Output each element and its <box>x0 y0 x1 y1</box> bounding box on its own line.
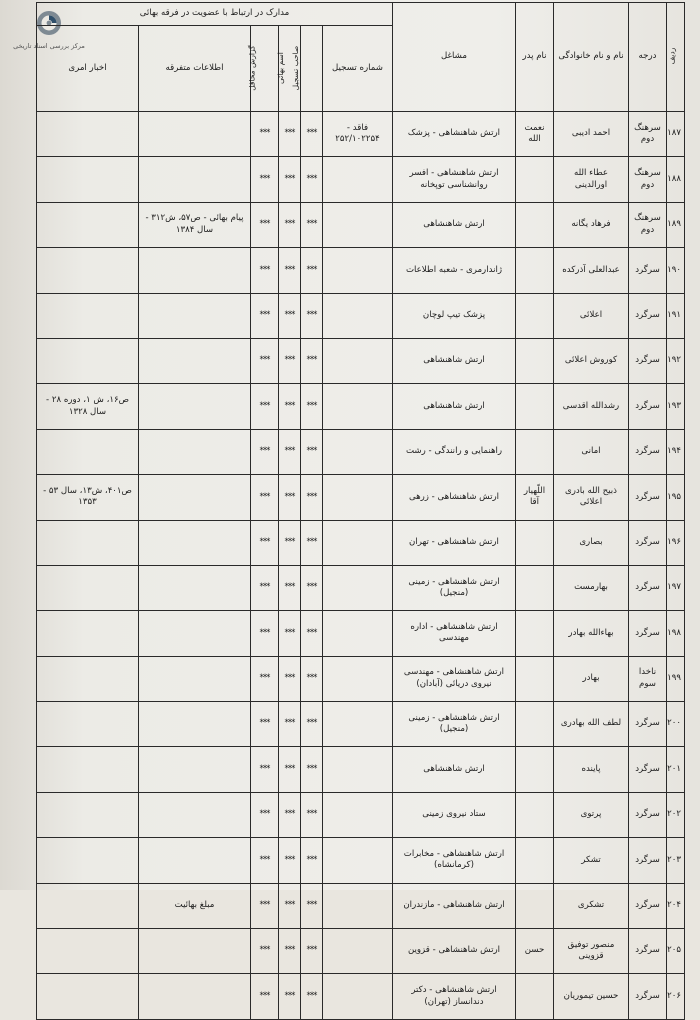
row-rank: سرگرد <box>629 883 667 928</box>
row-father <box>516 157 554 202</box>
row-news <box>37 248 139 293</box>
row-number: ۲۰۴ <box>667 883 685 928</box>
row-info <box>139 565 251 610</box>
row-bahai-name-mark: *** <box>279 384 301 429</box>
row-father: اللّهیار آقا <box>516 475 554 520</box>
row-badge-mark: *** <box>301 792 323 837</box>
table-row <box>37 747 685 792</box>
row-rank: سرگرد <box>629 611 667 656</box>
row-badge-mark: *** <box>301 929 323 974</box>
row-mahfel-mark: *** <box>251 248 279 293</box>
row-badge-mark: *** <box>301 611 323 656</box>
row-job: ستاد نیروی زمینی <box>393 792 516 837</box>
row-number: ۱۹۲ <box>667 338 685 383</box>
row-father <box>516 656 554 701</box>
table-row <box>37 293 685 338</box>
row-news <box>37 656 139 701</box>
row-news <box>37 293 139 338</box>
row-reg-no <box>323 974 393 1019</box>
row-number: ۲۰۶ <box>667 974 685 1019</box>
row-info <box>139 293 251 338</box>
table-row <box>37 248 685 293</box>
row-badge-mark: *** <box>301 384 323 429</box>
row-mahfel-mark: *** <box>251 475 279 520</box>
row-name: تشکر <box>554 838 629 883</box>
row-job: ارتش شاهنشاهی - زمینی (منجیل) <box>393 565 516 610</box>
row-reg-no <box>323 157 393 202</box>
row-reg-no <box>323 656 393 701</box>
row-father: حسن <box>516 929 554 974</box>
row-job: ارتش شاهنشاهی - زرهی <box>393 475 516 520</box>
row-name: فرهاد یگانه <box>554 202 629 247</box>
row-info <box>139 838 251 883</box>
row-mahfel-mark: *** <box>251 157 279 202</box>
row-info <box>139 656 251 701</box>
row-name: حسین تیموریان <box>554 974 629 1019</box>
row-number: ۱۹۸ <box>667 611 685 656</box>
col-header-rank: درجه <box>629 3 667 112</box>
row-info <box>139 702 251 747</box>
col-header-reg-no: شماره تسجیل <box>323 26 393 112</box>
row-father <box>516 792 554 837</box>
row-name: امانی <box>554 429 629 474</box>
row-news <box>37 702 139 747</box>
row-mahfel-mark: *** <box>251 202 279 247</box>
row-badge-mark: *** <box>301 248 323 293</box>
row-rank: سرگرد <box>629 792 667 837</box>
row-mahfel-mark: *** <box>251 429 279 474</box>
row-mahfel-mark: *** <box>251 338 279 383</box>
row-name: بصاری <box>554 520 629 565</box>
row-rank: سرگرد <box>629 974 667 1019</box>
row-job: ارتش شاهنشاهی <box>393 384 516 429</box>
row-bahai-name-mark: *** <box>279 883 301 928</box>
row-badge-mark: *** <box>301 520 323 565</box>
row-bahai-name-mark: *** <box>279 338 301 383</box>
row-info <box>139 429 251 474</box>
row-badge-mark: *** <box>301 702 323 747</box>
row-bahai-name-mark: *** <box>279 157 301 202</box>
table-row <box>37 702 685 747</box>
row-bahai-name-mark: *** <box>279 838 301 883</box>
col-header-name: نام و نام خانوادگی <box>554 3 629 112</box>
row-number: ۱۹۱ <box>667 293 685 338</box>
row-bahai-name-mark: *** <box>279 429 301 474</box>
row-bahai-name-mark: *** <box>279 248 301 293</box>
row-number: ۱۹۰ <box>667 248 685 293</box>
row-rank: سرگرد <box>629 838 667 883</box>
row-number: ۱۹۶ <box>667 520 685 565</box>
row-father: نعمت الله <box>516 112 554 157</box>
table-row <box>37 475 685 520</box>
table-row <box>37 792 685 837</box>
row-news <box>37 429 139 474</box>
row-news <box>37 974 139 1019</box>
row-news <box>37 929 139 974</box>
row-job: ارتش شاهنشاهی <box>393 338 516 383</box>
row-number: ۱۹۵ <box>667 475 685 520</box>
row-news <box>37 611 139 656</box>
row-mahfel-mark: *** <box>251 974 279 1019</box>
row-news <box>37 112 139 157</box>
row-mahfel-mark: *** <box>251 611 279 656</box>
row-number: ۲۰۱ <box>667 747 685 792</box>
row-info <box>139 929 251 974</box>
row-father <box>516 338 554 383</box>
row-reg-no <box>323 883 393 928</box>
row-name: منصور توفیق قزوینی <box>554 929 629 974</box>
row-info <box>139 792 251 837</box>
col-header-badge: صاحب تسجیل <box>301 26 323 112</box>
row-job: ارتش شاهنشاهی - دکتر دندانساز (تهران) <box>393 974 516 1019</box>
row-name: لطف الله بهادری <box>554 702 629 747</box>
row-father <box>516 974 554 1019</box>
row-rank: سرهنگ دوم <box>629 112 667 157</box>
row-rank: سرگرد <box>629 384 667 429</box>
row-rank: سرگرد <box>629 565 667 610</box>
records-table <box>36 2 685 1020</box>
row-name: ذبیح الله بادری اعلائی <box>554 475 629 520</box>
row-job: ارتش شاهنشاهی - قزوین <box>393 929 516 974</box>
row-info <box>139 157 251 202</box>
row-name: اعلائی <box>554 293 629 338</box>
row-rank: سرهنگ دوم <box>629 202 667 247</box>
row-father <box>516 293 554 338</box>
row-rank: سرگرد <box>629 429 667 474</box>
row-bahai-name-mark: *** <box>279 112 301 157</box>
row-father <box>516 702 554 747</box>
row-info <box>139 520 251 565</box>
row-name: بهارمست <box>554 565 629 610</box>
row-job: ارتش شاهنشاهی <box>393 747 516 792</box>
row-number: ۱۹۹ <box>667 656 685 701</box>
row-badge-mark: *** <box>301 656 323 701</box>
table-row <box>37 429 685 474</box>
row-badge-mark: *** <box>301 112 323 157</box>
row-reg-no <box>323 520 393 565</box>
row-news: ص۱۶، ش ۱، دوره ۲۸ - سال ۱۳۲۸ <box>37 384 139 429</box>
row-father <box>516 838 554 883</box>
row-job: ارتش شاهنشاهی - تهران <box>393 520 516 565</box>
row-reg-no <box>323 248 393 293</box>
row-news <box>37 565 139 610</box>
row-father <box>516 384 554 429</box>
table-row <box>37 611 685 656</box>
row-info <box>139 112 251 157</box>
table-row <box>37 656 685 701</box>
row-mahfel-mark: *** <box>251 838 279 883</box>
row-badge-mark: *** <box>301 747 323 792</box>
row-info <box>139 747 251 792</box>
row-reg-no <box>323 747 393 792</box>
table-row <box>37 974 685 1019</box>
row-bahai-name-mark: *** <box>279 520 301 565</box>
row-info <box>139 475 251 520</box>
row-info <box>139 611 251 656</box>
table-row <box>37 838 685 883</box>
row-job: ارتش شاهنشاهی - مخابرات (کرمانشاه) <box>393 838 516 883</box>
row-rank: سرهنگ دوم <box>629 157 667 202</box>
row-bahai-name-mark: *** <box>279 792 301 837</box>
row-number: ۱۹۳ <box>667 384 685 429</box>
table-row <box>37 202 685 247</box>
row-father <box>516 611 554 656</box>
row-bahai-name-mark: *** <box>279 611 301 656</box>
row-badge-mark: *** <box>301 838 323 883</box>
row-info: پیام بهائی - ص۵۷، ش۳۱۲ - سال ۱۳۸۴ <box>139 202 251 247</box>
row-bahai-name-mark: *** <box>279 747 301 792</box>
row-rank: سرگرد <box>629 338 667 383</box>
row-news <box>37 747 139 792</box>
row-job: ارتش شاهنشاهی - اداره مهندسی <box>393 611 516 656</box>
row-bahai-name-mark: *** <box>279 293 301 338</box>
row-news <box>37 157 139 202</box>
row-name: رشدالله اقدسی <box>554 384 629 429</box>
row-mahfel-mark: *** <box>251 792 279 837</box>
col-header-jobs: مشاغل <box>393 3 516 112</box>
row-reg-no: فاقد - ۲۵۲/۱۰۲۲۵۴ <box>323 112 393 157</box>
row-mahfel-mark: *** <box>251 112 279 157</box>
row-name: عطاء الله اورالدینی <box>554 157 629 202</box>
col-header-row: ردیف <box>667 3 685 112</box>
row-number: ۱۸۸ <box>667 157 685 202</box>
row-news <box>37 838 139 883</box>
row-job: ارتش شاهنشاهی - زمینی (منجیل) <box>393 702 516 747</box>
row-rank: سرگرد <box>629 293 667 338</box>
row-job: ارتش شاهنشاهی - افسر روانشناسی توپخانه <box>393 157 516 202</box>
row-mahfel-mark: *** <box>251 520 279 565</box>
row-father <box>516 429 554 474</box>
row-info <box>139 384 251 429</box>
table-row <box>37 883 685 928</box>
row-mahfel-mark: *** <box>251 384 279 429</box>
row-job: راهنمایی و رانندگی - رشت <box>393 429 516 474</box>
row-number: ۲۰۳ <box>667 838 685 883</box>
row-bahai-name-mark: *** <box>279 974 301 1019</box>
row-badge-mark: *** <box>301 429 323 474</box>
row-mahfel-mark: *** <box>251 702 279 747</box>
row-news <box>37 338 139 383</box>
row-number: ۱۹۷ <box>667 565 685 610</box>
row-reg-no <box>323 429 393 474</box>
row-badge-mark: *** <box>301 565 323 610</box>
row-father <box>516 202 554 247</box>
row-name: تشکری <box>554 883 629 928</box>
row-mahfel-mark: *** <box>251 883 279 928</box>
row-rank: سرگرد <box>629 248 667 293</box>
row-badge-mark: *** <box>301 883 323 928</box>
row-name: احمد ادیبی <box>554 112 629 157</box>
row-badge-mark: *** <box>301 293 323 338</box>
row-name: پاینده <box>554 747 629 792</box>
row-bahai-name-mark: *** <box>279 656 301 701</box>
row-badge-mark: *** <box>301 157 323 202</box>
row-bahai-name-mark: *** <box>279 565 301 610</box>
col-header-father: نام پدر <box>516 3 554 112</box>
row-mahfel-mark: *** <box>251 929 279 974</box>
col-header-mahfel: گزارش محافل <box>251 26 279 112</box>
row-number: ۲۰۵ <box>667 929 685 974</box>
row-rank: سرگرد <box>629 929 667 974</box>
row-name: بهادر <box>554 656 629 701</box>
row-name: عبدالعلی آذرکده <box>554 248 629 293</box>
col-header-news: اخبار امری <box>37 26 139 112</box>
row-father <box>516 520 554 565</box>
row-name: بهاءالله بهادر <box>554 611 629 656</box>
col-header-info: اطلاعات متفرقه <box>139 26 251 112</box>
row-badge-mark: *** <box>301 974 323 1019</box>
row-news: ص۴۰۱، ش۱۳، سال ۵۳ - ۱۳۵۳ <box>37 475 139 520</box>
table-row <box>37 157 685 202</box>
row-mahfel-mark: *** <box>251 656 279 701</box>
row-news <box>37 202 139 247</box>
row-bahai-name-mark: *** <box>279 202 301 247</box>
table-row <box>37 384 685 429</box>
row-bahai-name-mark: *** <box>279 475 301 520</box>
row-info: مبلغ بهائیت <box>139 883 251 928</box>
row-number: ۱۹۴ <box>667 429 685 474</box>
row-reg-no <box>323 475 393 520</box>
row-number: ۲۰۲ <box>667 792 685 837</box>
row-job: پزشک تیپ لوچان <box>393 293 516 338</box>
header-row-top <box>37 3 685 26</box>
row-news <box>37 520 139 565</box>
row-reg-no <box>323 565 393 610</box>
row-badge-mark: *** <box>301 202 323 247</box>
row-job: ارتش شاهنشاهی - پزشک <box>393 112 516 157</box>
row-father <box>516 883 554 928</box>
row-reg-no <box>323 702 393 747</box>
archive-logo-text: مرکز بررسی اسناد تاریخی <box>13 42 85 50</box>
col-header-bahai-name: اسم بهائی <box>279 26 301 112</box>
row-reg-no <box>323 293 393 338</box>
row-news <box>37 883 139 928</box>
row-rank: ناخدا سوم <box>629 656 667 701</box>
row-number: ۱۸۹ <box>667 202 685 247</box>
col-header-docs-group: مدارک در ارتباط با عضویت در فرقه بهائی <box>37 3 393 26</box>
row-info <box>139 248 251 293</box>
row-reg-no <box>323 792 393 837</box>
row-reg-no <box>323 838 393 883</box>
row-father <box>516 248 554 293</box>
row-bahai-name-mark: *** <box>279 702 301 747</box>
row-job: ارتش شاهنشاهی <box>393 202 516 247</box>
row-info <box>139 338 251 383</box>
row-job: ارتش شاهنشاهی - مازندران <box>393 883 516 928</box>
row-reg-no <box>323 929 393 974</box>
row-rank: سرگرد <box>629 702 667 747</box>
row-news <box>37 792 139 837</box>
row-badge-mark: *** <box>301 475 323 520</box>
row-father <box>516 565 554 610</box>
row-info <box>139 974 251 1019</box>
table-row <box>37 338 685 383</box>
table-row <box>37 520 685 565</box>
row-name: کوروش اعلائی <box>554 338 629 383</box>
row-name: پرتوی <box>554 792 629 837</box>
row-mahfel-mark: *** <box>251 747 279 792</box>
row-father <box>516 747 554 792</box>
row-reg-no <box>323 338 393 383</box>
row-reg-no <box>323 202 393 247</box>
row-reg-no <box>323 611 393 656</box>
row-mahfel-mark: *** <box>251 565 279 610</box>
table-row <box>37 112 685 157</box>
row-number: ۱۸۷ <box>667 112 685 157</box>
row-number: ۲۰۰ <box>667 702 685 747</box>
table-row <box>37 565 685 610</box>
row-job: ارتش شاهنشاهی - مهندسی نیروی دریائی (آبادان) <box>393 656 516 701</box>
table-row <box>37 929 685 974</box>
row-rank: سرگرد <box>629 747 667 792</box>
row-rank: سرگرد <box>629 520 667 565</box>
row-badge-mark: *** <box>301 338 323 383</box>
row-job: ژاندارمری - شعبه اطلاعات <box>393 248 516 293</box>
row-mahfel-mark: *** <box>251 293 279 338</box>
row-rank: سرگرد <box>629 475 667 520</box>
row-reg-no <box>323 384 393 429</box>
row-bahai-name-mark: *** <box>279 929 301 974</box>
